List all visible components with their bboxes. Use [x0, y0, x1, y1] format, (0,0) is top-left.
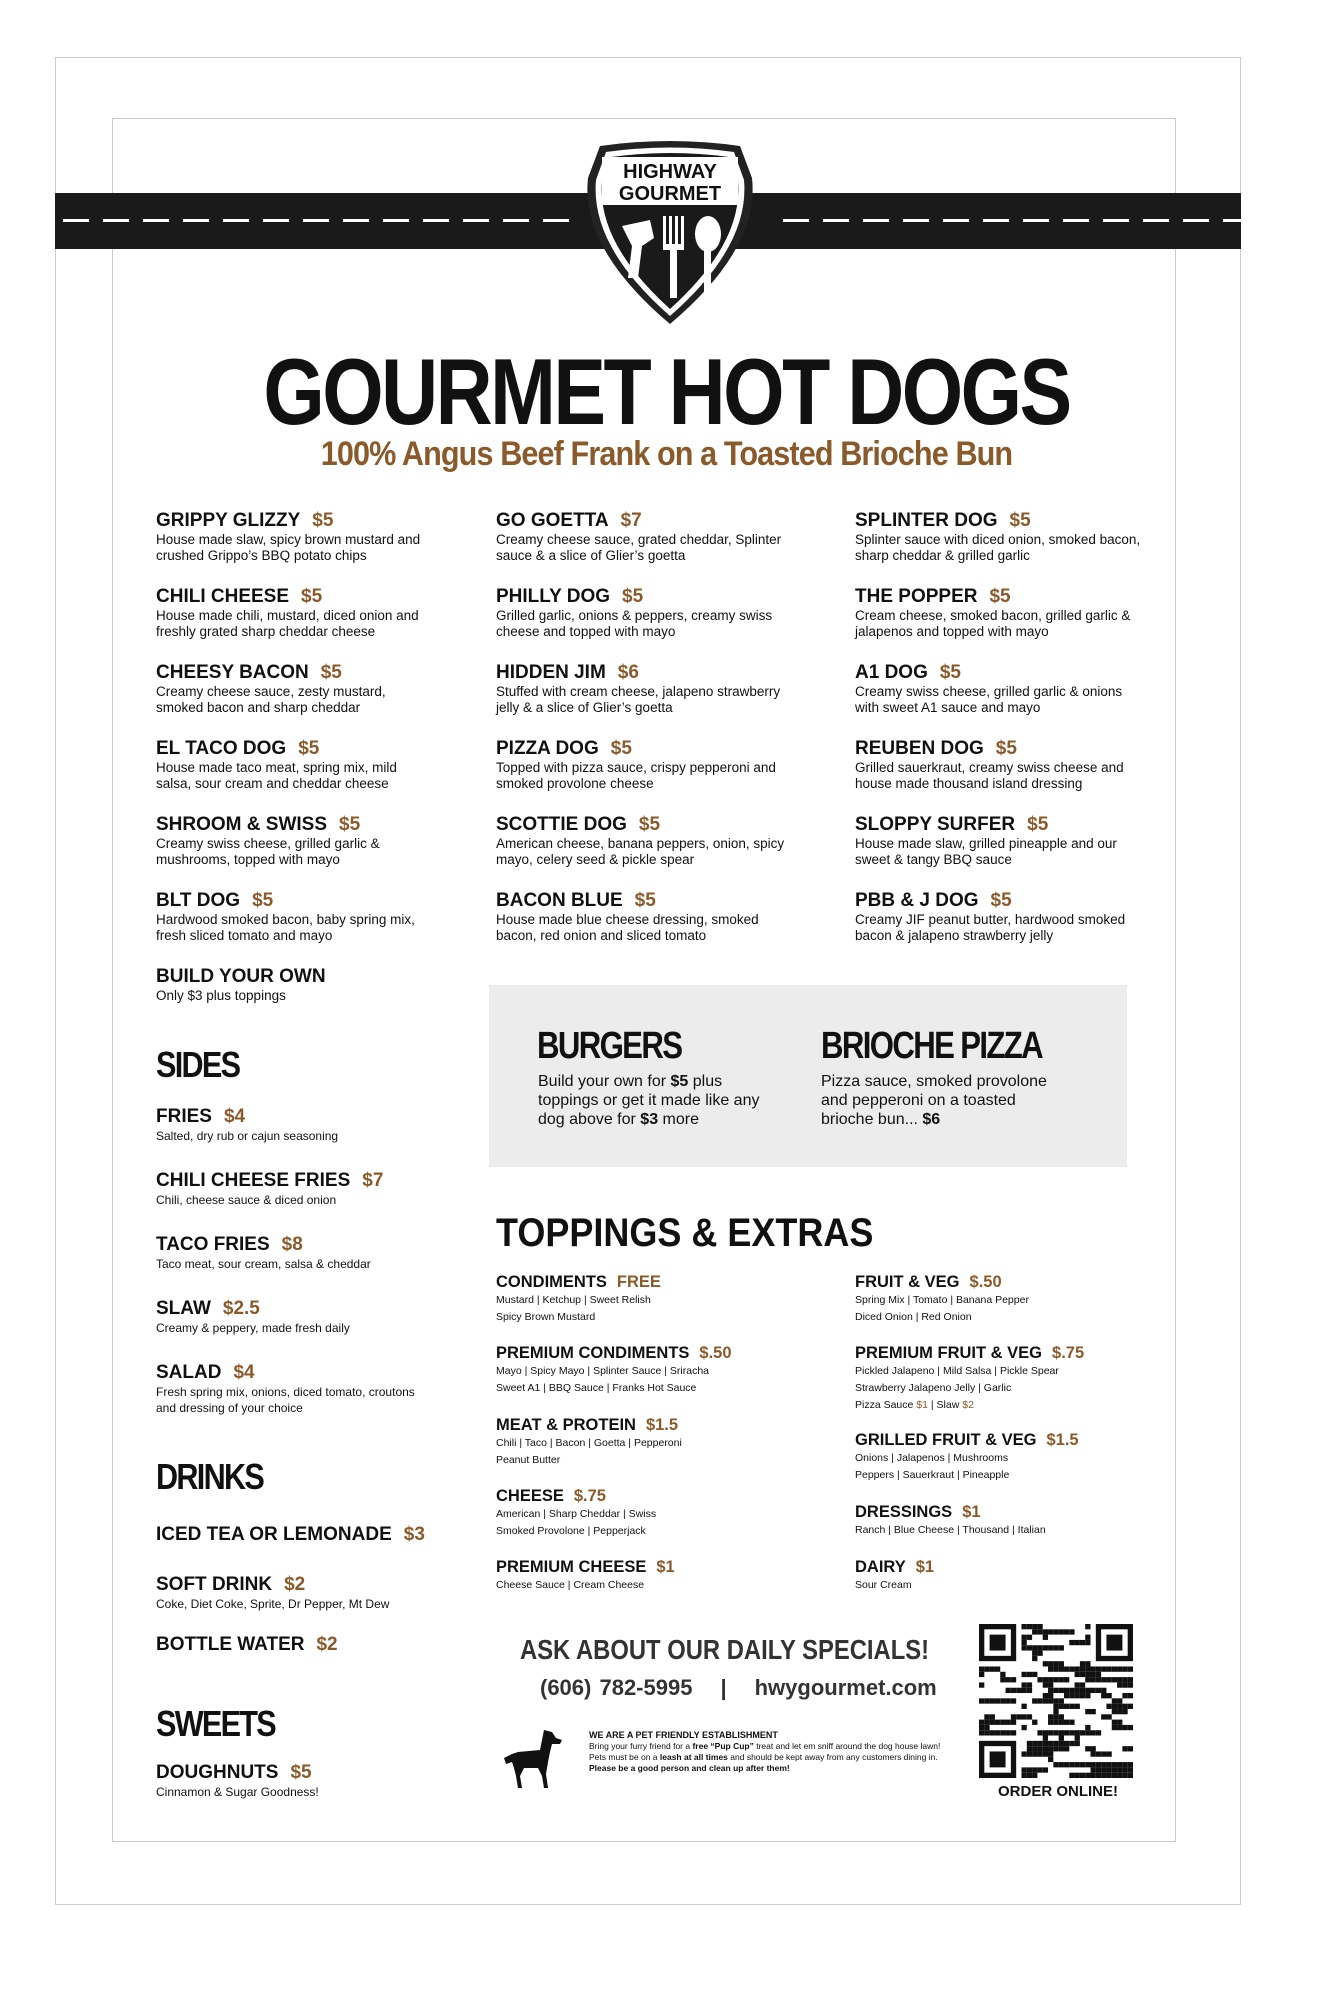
item-name: A1 DOG [855, 662, 928, 683]
menu-item-title [156, 1106, 416, 1128]
item-price: $5 [1009, 510, 1031, 531]
item-price: $3 [403, 1524, 425, 1545]
menu-item [156, 1574, 446, 1612]
item-description: Creamy cheese sauce, grated cheddar, Splinter sauce & a slice of Glier’s goetta [496, 532, 782, 563]
item-description: House made blue cheese dressing, smoked bacon, red onion and sliced tomato [496, 912, 759, 943]
topping-price: FREE [616, 1273, 661, 1291]
item-name: SOFT DRINK [156, 1574, 273, 1595]
item-description: Creamy swiss cheese, grilled garlic & mushrooms, topped with mayo [156, 836, 380, 867]
topping-title [855, 1272, 1175, 1292]
item-description: Creamy & peppery, made fresh daily [156, 1321, 350, 1335]
topping-price: $1.5 [1046, 1431, 1079, 1449]
item-price: $7 [362, 1170, 384, 1191]
item-name: CHILI CHEESE FRIES [156, 1170, 351, 1191]
topping-price: $1.5 [645, 1416, 679, 1434]
menu-item-title [156, 1362, 416, 1384]
item-name: SLAW [156, 1298, 211, 1319]
item-name: GRIPPY GLIZZY [156, 510, 301, 531]
menu-item [156, 1362, 416, 1416]
menu-item [156, 966, 426, 1004]
item-price: $5 [320, 662, 342, 683]
item-price: $5 [339, 814, 361, 835]
qr-code[interactable] [979, 1624, 1133, 1778]
toppings-heading: TOPPINGS & EXTRAS [496, 1211, 874, 1255]
item-name: SHROOM & SWISS [156, 814, 328, 835]
menu-item [855, 814, 1145, 868]
menu-item [156, 1524, 446, 1546]
menu-item-title [156, 890, 426, 912]
item-description: Creamy cheese sauce, zesty mustard, smoked bacon and sharp cheddar [156, 684, 386, 715]
dog-icon [500, 1728, 570, 1790]
topping-title [496, 1486, 816, 1506]
topping-name: PREMIUM CHEESE [496, 1558, 647, 1576]
road-dash [863, 219, 889, 222]
topping-title [496, 1343, 816, 1363]
topping-price: $1 [962, 1503, 981, 1521]
item-description: Cream cheese, smoked bacon, grilled garlic & jalapenos and topped with mayo [855, 608, 1131, 639]
topping-options: Sweet A1 | BBQ Sauce | Franks Hot Sauce [496, 1382, 697, 1394]
road-dash [1223, 219, 1249, 222]
contact-line [540, 1675, 937, 1701]
road-dash [63, 219, 89, 222]
topping-group [496, 1415, 816, 1469]
menu-item-title [156, 1234, 416, 1256]
item-description: Taco meat, sour cream, salsa & cheddar [156, 1257, 371, 1271]
item-description: Grilled sauerkraut, creamy swiss cheese and house made thousand island dressing [855, 760, 1124, 791]
road-dash [303, 219, 329, 222]
item-description: Splinter sauce with diced onion, smoked bacon, sharp cheddar & grilled garlic [855, 532, 1141, 563]
page-subtitle: 100% Angus Beef Frank on a Toasted Brioche Bun [320, 435, 1013, 473]
item-price: $7 [620, 510, 642, 531]
item-name: REUBEN DOG [855, 738, 984, 759]
menu-item-title [496, 814, 786, 836]
item-price: $5 [939, 662, 961, 683]
menu-item-title [156, 814, 426, 836]
topping-options: Strawberry Jalapeno Jelly | Garlic [855, 1382, 1012, 1394]
road-dash [823, 219, 849, 222]
road-dash [463, 219, 489, 222]
item-price: $5 [298, 738, 320, 759]
item-description: Topped with pizza sauce, crispy pepperoni and smoked provolone cheese [496, 760, 776, 791]
item-name: GO GOETTA [496, 510, 609, 531]
topping-options: Cheese Sauce | Cream Cheese [496, 1579, 645, 1591]
topping-options: Spicy Brown Mustard [496, 1311, 596, 1323]
item-description: Chili, cheese sauce & diced onion [156, 1193, 337, 1207]
menu-item-title [156, 662, 426, 684]
road-dash [1103, 219, 1129, 222]
item-price: $5 [638, 814, 661, 835]
topping-title [496, 1557, 816, 1577]
topping-price: $1 [915, 1558, 935, 1576]
item-price: $6 [617, 662, 639, 683]
item-name: SCOTTIE DOG [496, 814, 627, 835]
item-description: Creamy swiss cheese, grilled garlic & onions with sweet A1 sauce and mayo [855, 684, 1123, 715]
road-dash [143, 219, 169, 222]
menu-item-title [496, 510, 786, 532]
topping-name: DAIRY [855, 1558, 906, 1576]
item-name: EL TACO DOG [156, 738, 287, 759]
item-name: CHILI CHEESE [156, 586, 290, 607]
topping-options: Pizza Sauce $1 | Slaw $2 [855, 1399, 974, 1411]
item-price: $5 [301, 586, 323, 607]
menu-item [855, 586, 1145, 640]
logo-line2: GOURMET [618, 183, 722, 205]
topping-title [496, 1415, 816, 1435]
menu-item-title [156, 1298, 416, 1320]
menu-item [496, 738, 786, 792]
order-online-label[interactable]: ORDER ONLINE! [998, 1783, 1118, 1800]
pet-title: WE ARE A PET FRIENDLY ESTABLISHMENT [589, 1730, 778, 1740]
item-name: HIDDEN JIM [496, 662, 606, 683]
menu-item [156, 662, 426, 716]
item-price: $5 [290, 1762, 312, 1783]
topping-group [855, 1502, 1175, 1539]
item-name: DOUGHNUTS [156, 1762, 279, 1783]
menu-item-title [855, 890, 1145, 912]
topping-price: $.50 [699, 1344, 732, 1362]
menu-item-title [156, 738, 426, 760]
topping-options: Spring Mix | Tomato | Banana Pepper [855, 1294, 1029, 1306]
pet-friendly-note [589, 1730, 959, 1774]
menu-item-title [496, 662, 786, 684]
sweets-heading: SWEETS [156, 1703, 276, 1744]
road-dash [263, 219, 289, 222]
menu-item-title [156, 586, 426, 608]
menu-item [855, 662, 1145, 716]
contact-divider: | [720, 1675, 727, 1700]
item-description: House made slaw, spicy brown mustard and crushed Grippo’s BBQ potato chips [156, 532, 421, 563]
topping-options: Ranch | Blue Cheese | Thousand | Italian [855, 1524, 1046, 1536]
topping-name: PREMIUM CONDIMENTS [496, 1344, 690, 1362]
menu-item [156, 1106, 416, 1144]
item-name: ICED TEA OR LEMONADE [156, 1524, 392, 1545]
burgers-text: Build your own for $5 plus toppings or get it made like any dog above for $3 more [538, 1073, 760, 1128]
road-dash [783, 219, 809, 222]
menu-item [496, 890, 786, 944]
topping-group [855, 1343, 1175, 1414]
page-title: GOURMET HOT DOGS [263, 339, 1070, 444]
menu-item [156, 1634, 446, 1656]
daily-specials: ASK ABOUT OUR DAILY SPECIALS! [520, 1634, 930, 1665]
drinks-heading: DRINKS [156, 1456, 264, 1497]
topping-options: Peppers | Sauerkraut | Pineapple [855, 1469, 1010, 1481]
topping-group [855, 1430, 1175, 1484]
menu-item-title [156, 510, 426, 532]
road-dash [223, 219, 249, 222]
topping-name: GRILLED FRUIT & VEG [855, 1431, 1037, 1449]
website-link[interactable]: hwygourmet.com [754, 1675, 937, 1700]
menu-item [156, 1298, 416, 1336]
topping-title [855, 1502, 1175, 1522]
item-description: Cinnamon & Sugar Goodness! [156, 1785, 319, 1799]
item-description: Salted, dry rub or cajun seasoning [156, 1129, 339, 1143]
menu-item [156, 738, 426, 792]
topping-group [496, 1272, 816, 1326]
topping-name: DRESSINGS [855, 1503, 953, 1521]
item-description: American cheese, banana peppers, onion, spicy mayo, celery seed & pickle spear [496, 836, 785, 867]
item-name: TACO FRIES [156, 1234, 270, 1255]
item-price: $2.5 [222, 1298, 260, 1319]
menu-item [496, 814, 786, 868]
road-dash [903, 219, 929, 222]
item-description: Coke, Diet Coke, Sprite, Dr Pepper, Mt Dew [156, 1597, 390, 1611]
menu-item-title [855, 662, 1145, 684]
topping-options: Pickled Jalapeno | Mild Salsa | Pickle Spear [855, 1365, 1059, 1377]
sides-heading: SIDES [156, 1044, 240, 1085]
burgers-heading: BURGERS [537, 1025, 682, 1067]
menu-item-title [496, 586, 786, 608]
menu-item [156, 1234, 416, 1272]
menu-item [496, 510, 786, 564]
road-dash [423, 219, 449, 222]
topping-group [496, 1486, 816, 1540]
road-dash [1023, 219, 1049, 222]
topping-options: Sour Cream [855, 1579, 912, 1591]
topping-title [855, 1557, 1175, 1577]
menu-item [855, 738, 1145, 792]
item-price: $4 [223, 1106, 246, 1127]
topping-options: Peanut Butter [496, 1454, 561, 1466]
item-name: THE POPPER [855, 586, 978, 607]
topping-price: $.75 [573, 1487, 606, 1505]
item-description: Creamy JIF peanut butter, hardwood smoked bacon & jalapeno strawberry jelly [855, 912, 1126, 943]
item-description: Grilled garlic, onions & peppers, creamy swiss cheese and topped with mayo [496, 608, 773, 639]
item-price: $2 [316, 1634, 338, 1655]
menu-item [156, 890, 426, 944]
topping-title [855, 1430, 1175, 1450]
topping-options: Mayo | Spicy Mayo | Splinter Sauce | Sriracha [496, 1365, 710, 1377]
item-description: Hardwood smoked bacon, baby spring mix, fresh sliced tomato and mayo [156, 912, 415, 943]
topping-group [496, 1343, 816, 1397]
item-price: $5 [989, 586, 1011, 607]
item-price: $5 [1027, 814, 1049, 835]
item-price: $5 [995, 738, 1017, 759]
item-name: PBB & J DOG [855, 890, 979, 911]
logo-line1: HIGHWAY [623, 161, 717, 183]
item-name: CHEESY BACON [156, 662, 309, 683]
road-dash [1143, 219, 1169, 222]
item-name: BLT DOG [156, 890, 241, 911]
phone-number[interactable]: (606) 782-5995 [540, 1675, 693, 1700]
topping-price: $.50 [969, 1273, 1002, 1291]
topping-options: Onions | Jalapenos | Mushrooms [855, 1452, 1009, 1464]
item-name: SPLINTER DOG [855, 510, 998, 531]
menu-item [156, 586, 426, 640]
topping-options: Diced Onion | Red Onion [855, 1311, 972, 1323]
menu-item [496, 586, 786, 640]
topping-name: FRUIT & VEG [855, 1273, 960, 1291]
topping-group [496, 1557, 816, 1594]
menu-item [156, 1762, 486, 1800]
item-name: SLOPPY SURFER [855, 814, 1016, 835]
topping-options: Chili | Taco | Bacon | Goetta | Pepperoni [496, 1437, 682, 1449]
item-price: $5 [634, 890, 656, 911]
pizza-heading: BRIOCHE PIZZA [821, 1025, 1043, 1067]
menu-item [156, 1170, 416, 1208]
topping-name: PREMIUM FRUIT & VEG [855, 1344, 1043, 1362]
menu-item-title [156, 966, 426, 988]
road-dash [983, 219, 1009, 222]
menu-item-title [156, 1634, 446, 1656]
item-price: $5 [312, 510, 334, 531]
item-name: PHILLY DOG [496, 586, 611, 607]
item-price: $8 [281, 1234, 303, 1255]
item-price: $4 [233, 1362, 255, 1383]
item-description: Stuffed with cream cheese, jalapeno strawberry jelly & a slice of Glier’s goetta [496, 684, 781, 715]
road-dash [943, 219, 969, 222]
menu-item-title [496, 738, 786, 760]
menu-item-title [855, 586, 1145, 608]
item-name: PIZZA DOG [496, 738, 599, 759]
topping-options: Mustard | Ketchup | Sweet Relish [496, 1294, 651, 1306]
road-dash [343, 219, 369, 222]
road-dash [1183, 219, 1209, 222]
pet-text: Bring your furry friend for a free “Pup Cup” treat and let em sniff around the dog house lawn! Pets must be on a leash at all times and should be kept away from any customers dining in. Please be a good person and clean up after them! [589, 1741, 941, 1773]
topping-name: CONDIMENTS [496, 1273, 607, 1291]
topping-name: CHEESE [496, 1487, 564, 1505]
topping-price: $1 [656, 1558, 675, 1576]
menu-item [855, 890, 1145, 944]
pizza-text: Pizza sauce, smoked provolone and pepperoni on a toasted brioche bun... $6 [821, 1073, 1047, 1128]
highway-gourmet-logo [580, 138, 760, 328]
topping-options: American | Sharp Cheddar | Swiss [496, 1508, 657, 1520]
road-dash [1063, 219, 1089, 222]
topping-options: Smoked Provolone | Pepperjack [496, 1525, 646, 1537]
item-price: $5 [990, 890, 1012, 911]
menu-item-title [156, 1762, 486, 1784]
road-dash [543, 219, 569, 222]
menu-item-title [855, 738, 1145, 760]
item-description: House made taco meat, spring mix, mild salsa, sour cream and cheddar cheese [156, 760, 397, 791]
menu-item-title [156, 1170, 416, 1192]
topping-group [855, 1272, 1175, 1326]
road-dash [383, 219, 409, 222]
menu-item-title [496, 890, 786, 912]
item-price: $5 [252, 890, 274, 911]
item-name: BOTTLE WATER [156, 1634, 305, 1655]
item-price: $5 [622, 586, 644, 607]
item-name: SALAD [156, 1362, 222, 1383]
item-price: $2 [284, 1574, 306, 1595]
menu-item-title [855, 814, 1145, 836]
road-dash [183, 219, 209, 222]
item-price: $5 [610, 738, 632, 759]
topping-group [855, 1557, 1175, 1594]
topping-title [855, 1343, 1175, 1363]
topping-name: MEAT & PROTEIN [496, 1416, 636, 1434]
item-description: Fresh spring mix, onions, diced tomato, croutons and dressing of your choice [156, 1385, 415, 1415]
item-description: House made slaw, grilled pineapple and our sweet & tangy BBQ sauce [855, 836, 1117, 867]
topping-title [496, 1272, 816, 1292]
menu-item-title [156, 1524, 446, 1546]
road-dash [503, 219, 529, 222]
menu-item [855, 510, 1145, 564]
item-description: Only $3 plus toppings [156, 988, 286, 1003]
road-dash [103, 219, 129, 222]
menu-item [156, 510, 426, 564]
topping-price: $.75 [1052, 1344, 1085, 1362]
menu-item-title [855, 510, 1145, 532]
promo-panel [489, 985, 1127, 1167]
menu-item [496, 662, 786, 716]
menu-item [156, 814, 426, 868]
menu-item-title [156, 1574, 446, 1596]
item-name: BUILD YOUR OWN [156, 966, 326, 987]
item-description: House made chili, mustard, diced onion and freshly grated sharp cheddar cheese [156, 608, 419, 639]
item-name: FRIES [156, 1106, 212, 1127]
item-name: BACON BLUE [496, 890, 623, 911]
